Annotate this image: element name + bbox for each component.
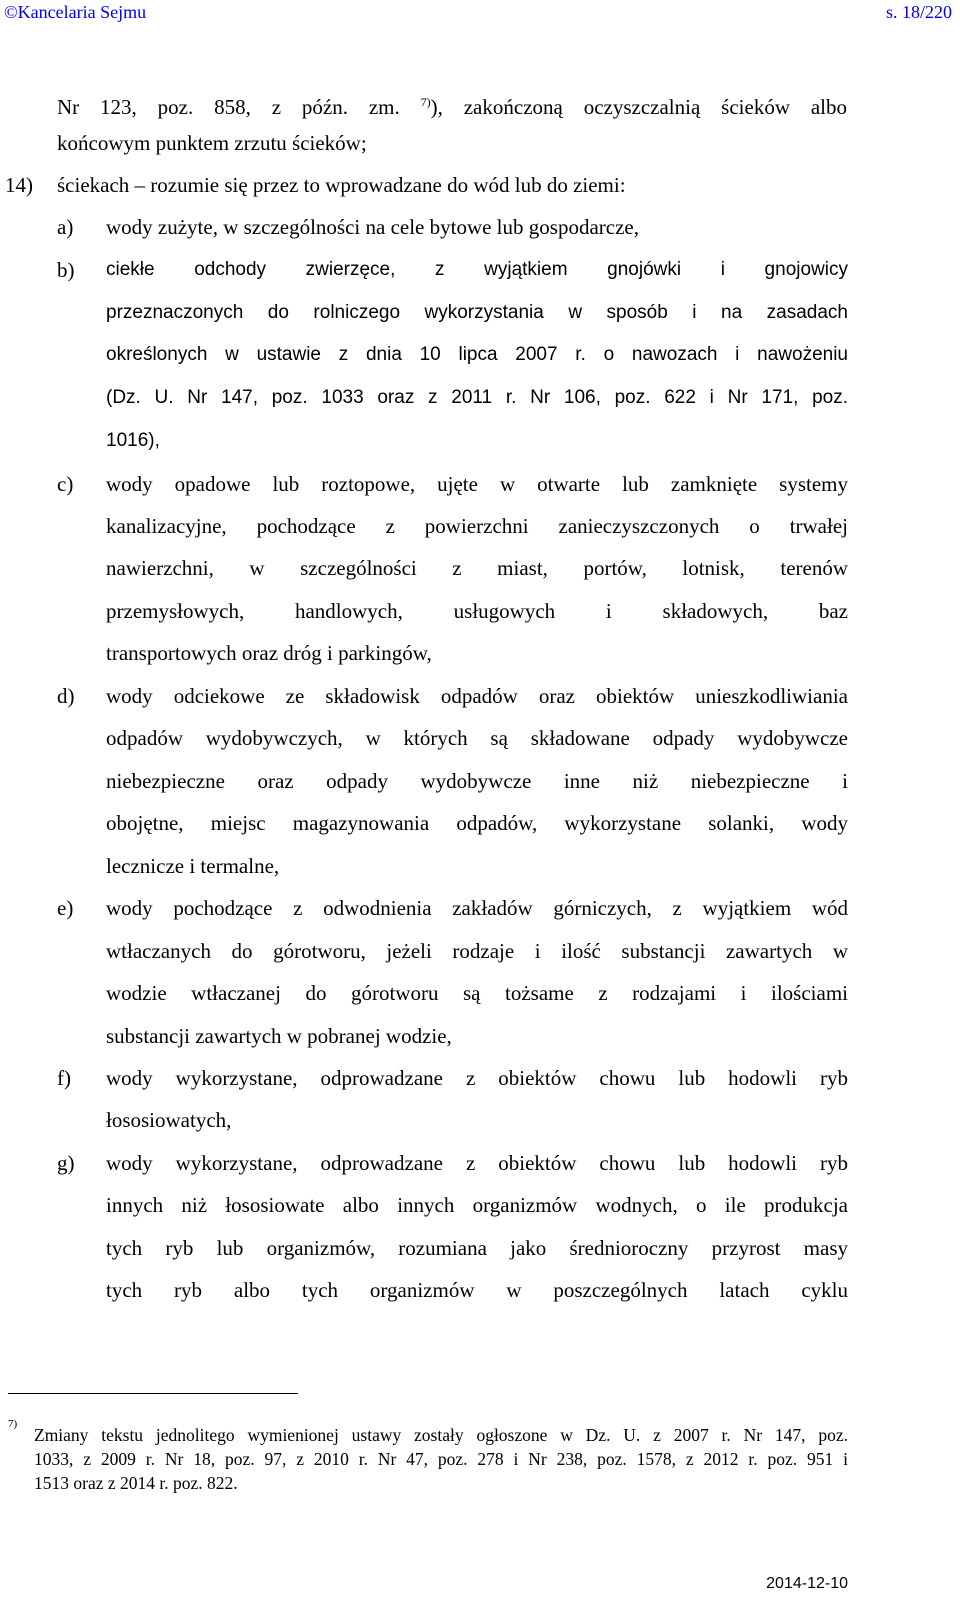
item-14-text: ściekach – rozumie się przez to wprowadzane do wód lub do ziemi:: [57, 173, 626, 197]
item-e-label: e): [57, 896, 74, 920]
item-14-label: 14): [5, 173, 33, 197]
item-g-line-3: tych ryb lub organizmów, rozumiana jako średnioroczny przyrost masy: [106, 1236, 848, 1260]
footnote-separator: [8, 1393, 298, 1394]
footnote-line-2: 1033, z 2009 r. Nr 18, poz. 97, z 2010 r. Nr 47, poz. 278 i Nr 238, poz. 1578, z 2012 r. poz. 951 i: [34, 1449, 848, 1469]
item-b-label: b): [57, 258, 75, 282]
item-e-line-2: wtłaczanych do górotworu, jeżeli rodzaje i ilość substancji zawartych w: [106, 939, 848, 963]
footnote-ref[interactable]: 7): [420, 95, 431, 109]
item-a-text: wody zużyte, w szczególności na cele bytowe lub gospodarcze,: [106, 215, 639, 239]
item-f-line-2: łososiowatych,: [106, 1108, 232, 1132]
item-d-label: d): [57, 684, 75, 708]
item-d-line-2: odpadów wydobywczych, w których są składowane odpady wydobywcze: [106, 726, 848, 750]
item-a-label: a): [57, 215, 74, 239]
item-c-line-3: nawierzchni, w szczególności z miast, portów, lotnisk, terenów: [106, 556, 848, 580]
item-e-line-3: wodzie wtłaczanej do górotworu są tożsame z rodzajami i ilościami: [106, 981, 848, 1005]
item-d-line-3: niebezpieczne oraz odpady wydobywcze inne niż niebezpieczne i: [106, 769, 848, 793]
footnote-line-3: 1513 oraz z 2014 r. poz. 822.: [34, 1473, 238, 1493]
item-b-line-2: przeznaczonych do rolniczego wykorzystania w sposób i na zasadach: [106, 302, 848, 323]
continuation-line-1: [57, 88, 847, 121]
item-e-line-1: wody pochodzące z odwodnienia zakładów górniczych, z wyjątkiem wód: [106, 896, 848, 920]
footer-date: 2014-12-10: [766, 1575, 848, 1592]
item-b-line-5: 1016),: [106, 430, 160, 451]
continuation-line-2: końcowym punktem zrzutu ścieków;: [57, 131, 367, 155]
item-d-line-1: wody odciekowe ze składowisk odpadów oraz obiektów unieszkodliwiania: [106, 684, 848, 708]
item-d-line-4: obojętne, miejsc magazynowania odpadów, wykorzystane solanki, wody: [106, 811, 848, 835]
footnote-marker: 7): [8, 1418, 18, 1430]
item-g-line-2: innych niż łososiowate albo innych organizmów wodnych, o ile produkcja: [106, 1193, 848, 1217]
item-c-line-2: kanalizacyjne, pochodzące z powierzchni zanieczyszczonych o trwałej: [106, 514, 848, 538]
item-b-line-4: (Dz. U. Nr 147, poz. 1033 oraz z 2011 r. Nr 106, poz. 622 i Nr 171, poz.: [106, 387, 848, 408]
item-b-line-3: określonych w ustawie z dnia 10 lipca 2007 r. o nawozach i nawożeniu: [106, 344, 848, 365]
item-e-line-4: substancji zawartych w pobranej wodzie,: [106, 1024, 452, 1048]
item-b-line-1: ciekłe odchody zwierzęce, z wyjątkiem gnojówki i gnojowicy: [106, 259, 848, 280]
item-c-line-5: transportowych oraz dróg i parkingów,: [106, 641, 432, 665]
copyright-link[interactable]: ©Kancelaria Sejmu: [4, 2, 147, 22]
footnote-line-1: Zmiany tekstu jednolitego wymienionej ustawy zostały ogłoszone w Dz. U. z 2007 r. Nr 147, poz.: [34, 1425, 848, 1445]
item-f-label: f): [57, 1066, 71, 1090]
item-d-line-5: lecznicze i termalne,: [106, 854, 280, 878]
item-c-line-1: wody opadowe lub roztopowe, ujęte w otwarte lub zamknięte systemy: [106, 472, 848, 496]
item-c-line-4: przemysłowych, handlowych, usługowych i składowych, baz: [106, 599, 848, 623]
continuation-text-b: ), zakończoną oczyszczalnią ścieków albo: [430, 95, 848, 119]
item-g-line-1: wody wykorzystane, odprowadzane z obiektów chowu lub hodowli ryb: [106, 1151, 848, 1175]
item-g-label: g): [57, 1151, 75, 1175]
item-g-line-4: tych ryb albo tych organizmów w poszczególnych latach cyklu: [106, 1278, 848, 1302]
item-f-line-1: wody wykorzystane, odprowadzane z obiektów chowu lub hodowli ryb: [106, 1066, 848, 1090]
continuation-text-a: Nr 123, poz. 858, z późn. zm.: [57, 95, 400, 119]
page-number-link[interactable]: s. 18/220: [885, 2, 952, 22]
item-c-label: c): [57, 472, 74, 496]
